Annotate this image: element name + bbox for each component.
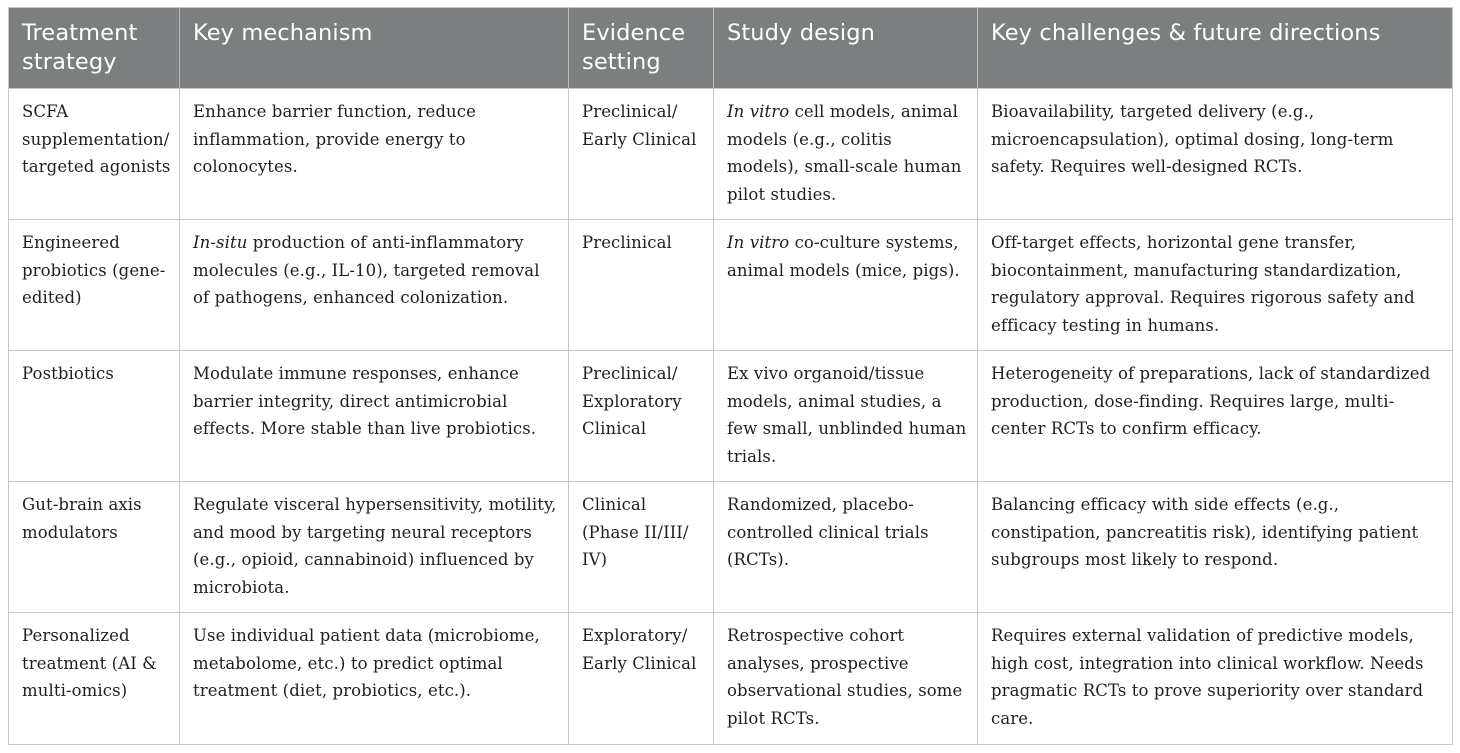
cell-challenges: Bioavailability, targeted delivery (e.g., microencapsulation), optimal dosing, long-term safety. Requires well-designed RCTs. (978, 89, 1453, 220)
table-body (9, 89, 1453, 745)
header-challenges: Key challenges & future directions (978, 8, 1453, 89)
header-evidence-setting: Evidence setting (569, 8, 714, 89)
cell-design: Ex vivo organoid/tissue models, animal studies, a few small, unblinded human trials. (714, 351, 978, 482)
cell-mechanism: Enhance barrier function, reduce inflammation, provide energy to colonocytes. (180, 89, 569, 220)
cell-mechanism: Regulate visceral hypersensitivity, motility, and mood by targeting neural receptors (e.g., opioid, cannabinoid) influenced by microbiota. (180, 482, 569, 613)
table-row (9, 89, 1453, 220)
cell-evidence: Preclinical/ Early Clinical (569, 89, 714, 220)
cell-evidence: Clinical (Phase II/III/ IV) (569, 482, 714, 613)
cell-challenges: Requires external validation of predictive models, high cost, integration into clinical workflow. Needs pragmatic RCTs to prove superiority over standard care. (978, 613, 1453, 745)
cell-design: Retrospective cohort analyses, prospective observational studies, some pilot RCTs. (714, 613, 978, 745)
cell-design-italic: In vitro (727, 102, 790, 121)
cell-challenges: Off-target effects, horizontal gene transfer, biocontainment, manufacturing standardization, regulatory approval. Requires rigorous safety and efficacy testing in humans. (978, 220, 1453, 351)
treatment-strategies-table (8, 7, 1453, 745)
header-row (9, 8, 1453, 89)
cell-design-text: cell models, animal models (e.g., colitis models), small-scale human pilot studies. (727, 102, 962, 204)
cell-challenges: Balancing efficacy with side effects (e.g., constipation, pancreatitis risk), identifying patient subgroups most likely to respond. (978, 482, 1453, 613)
cell-design-italic: In vitro (727, 233, 790, 252)
cell-challenges: Heterogeneity of preparations, lack of standardized production, dose-finding. Requires large, multi-center RCTs to confirm efficacy. (978, 351, 1453, 482)
header-study-design: Study design (714, 8, 978, 89)
cell-mechanism (180, 220, 569, 351)
table-header (9, 8, 1453, 89)
table-row (9, 482, 1453, 613)
table-row (9, 613, 1453, 745)
table-row (9, 351, 1453, 482)
cell-strategy: Personalized treatment (AI & multi-omics) (9, 613, 180, 745)
cell-mechanism: Modulate immune responses, enhance barrier integrity, direct antimicrobial effects. More stable than live probiotics. (180, 351, 569, 482)
header-treatment-strategy: Treatment strategy (9, 8, 180, 89)
cell-design-text: co-culture systems, animal models (mice, pigs). (727, 233, 960, 280)
cell-design (714, 89, 978, 220)
cell-strategy: SCFA supplementation/ targeted agonists (9, 89, 180, 220)
cell-strategy: Postbiotics (9, 351, 180, 482)
cell-design: Randomized, placebo-controlled clinical trials (RCTs). (714, 482, 978, 613)
cell-mechanism: Use individual patient data (microbiome, metabolome, etc.) to predict optimal treatment (diet, probiotics, etc.). (180, 613, 569, 745)
table-row (9, 220, 1453, 351)
cell-evidence: Preclinical/ Exploratory Clinical (569, 351, 714, 482)
cell-mechanism-text: production of anti-inflammatory molecules (e.g., IL-10), targeted removal of pathogens, enhanced colonization. (193, 233, 540, 308)
header-key-mechanism: Key mechanism (180, 8, 569, 89)
cell-evidence: Exploratory/ Early Clinical (569, 613, 714, 745)
cell-design (714, 220, 978, 351)
cell-strategy: Gut-brain axis modulators (9, 482, 180, 613)
cell-evidence: Preclinical (569, 220, 714, 351)
cell-strategy: Engineered probiotics (gene-edited) (9, 220, 180, 351)
cell-mechanism-italic: In-situ (193, 233, 248, 252)
